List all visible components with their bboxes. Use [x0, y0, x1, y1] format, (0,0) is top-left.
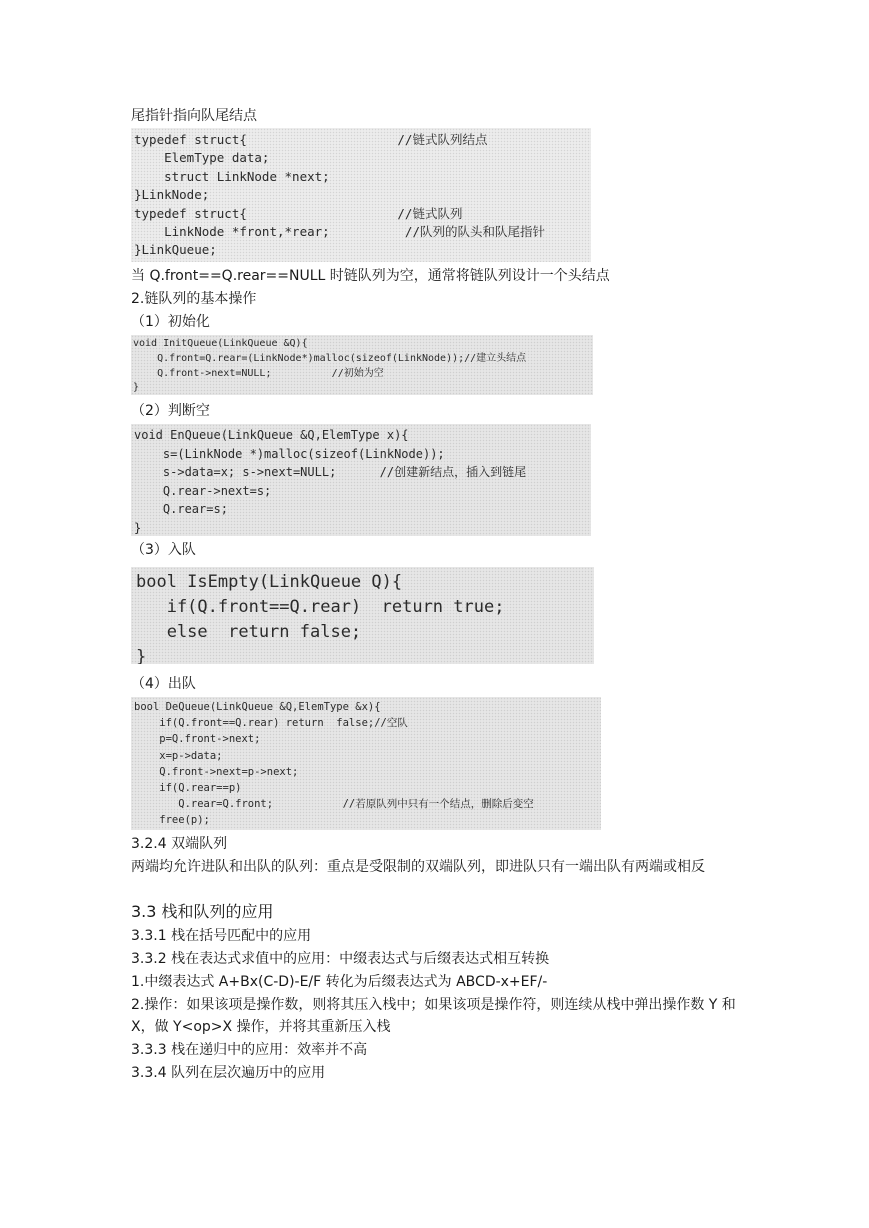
- code-line: free(p);: [134, 814, 210, 827]
- code-line: if(Q.front==Q.rear) return true;: [136, 597, 505, 617]
- deque-description: 两端均允许进队和出队的队列：重点是受限制的双端队列，即进队只有一端出队有两端或相反: [131, 859, 705, 875]
- code-line: }: [133, 382, 140, 394]
- code-block-enqueue: [131, 424, 591, 536]
- code-line: typedef struct{ //链式队列: [134, 205, 463, 221]
- code-line: struct LinkNode *next;: [134, 168, 330, 184]
- code-line: ElemType data;: [134, 150, 270, 166]
- code-line: }LinkNode;: [134, 187, 210, 203]
- infix-example: 1.中缀表达式 A+Bx(C-D)-E/F 转化为后缀表达式为 ABCD-x+EF/-: [131, 974, 548, 990]
- code-line: x=p->data;: [134, 749, 223, 762]
- code-line: Q.front=Q.rear=(LinkNode*)malloc(sizeof(LinkNode));//建立头结点: [133, 352, 527, 364]
- code-line: }LinkQueue;: [134, 242, 217, 258]
- code-line: s->data=x; s->next=NULL; //创建新结点，插入到链尾: [134, 465, 527, 480]
- code-line: typedef struct{ //链式队列结点: [134, 132, 488, 147]
- section-3-3-4: 3.3.4 队列在层次遍历中的应用: [131, 1065, 326, 1081]
- code-line: }: [136, 647, 147, 664]
- code-line: if(Q.rear==p): [134, 782, 242, 795]
- empty-condition-text: 当 Q.front==Q.rear==NULL 时链队列为空，通常将链队列设计一个头结点: [131, 268, 610, 284]
- intro-line: 尾指针指向队尾结点: [131, 108, 257, 124]
- code-line: bool IsEmpty(LinkQueue Q){: [136, 572, 403, 592]
- code-line: LinkNode *front,*rear; //队列的队头和队尾指针: [134, 224, 545, 240]
- operation-description: 2.操作：如果该项是操作数，则将其压入栈中；如果该项是操作符，则连续从栈中弹出操作数 Y 和 X，做 Y<op>X 操作，并将其重新压入栈: [131, 997, 736, 1035]
- code-block-linknode-struct: [131, 128, 591, 262]
- op-init-label: （1）初始化: [131, 314, 210, 330]
- code-line: p=Q.front->next;: [134, 733, 261, 746]
- code-line: Q.front->next=NULL; //初始为空: [133, 367, 384, 379]
- op-dequeue-label: （4）出队: [131, 676, 196, 692]
- code-line: void InitQueue(LinkQueue &Q){: [133, 338, 308, 349]
- code-block-isempty: [131, 567, 594, 664]
- section-3-3: 3.3 栈和队列的应用: [131, 902, 274, 921]
- code-line: Q.front->next=p->next;: [134, 765, 299, 778]
- section-3-3-2: 3.3.2 栈在表达式求值中的应用：中缀表达式与后缀表达式相互转换: [131, 951, 550, 967]
- code-block-dequeue: [131, 697, 601, 830]
- code-line: }: [134, 520, 142, 535]
- code-line: Q.rear=Q.front; //若原队列中只有一个结点，删除后变空: [134, 798, 534, 811]
- code-block-init-queue: [131, 335, 593, 395]
- code-line: bool DeQueue(LinkQueue &Q,ElemType &x){: [134, 701, 381, 713]
- op-enqueue-label: （3）入队: [131, 542, 196, 558]
- section-3-3-1: 3.3.1 栈在括号匹配中的应用: [131, 928, 312, 944]
- section-3-3-3: 3.3.3 栈在递归中的应用：效率并不高: [131, 1042, 368, 1058]
- code-line: Q.rear=s;: [134, 502, 228, 517]
- section-basic-ops: 2.链队列的基本操作: [131, 291, 257, 307]
- code-line: else return false;: [136, 622, 362, 642]
- section-3-2-4: 3.2.4 双端队列: [131, 836, 228, 852]
- code-line: if(Q.front==Q.rear) return false;//空队: [134, 717, 408, 730]
- code-line: void EnQueue(LinkQueue &Q,ElemType x){: [134, 428, 409, 442]
- code-line: Q.rear->next=s;: [134, 483, 272, 498]
- code-line: s=(LinkNode *)malloc(sizeof(LinkNode));: [134, 446, 445, 461]
- op-isempty-label: （2）判断空: [131, 403, 210, 419]
